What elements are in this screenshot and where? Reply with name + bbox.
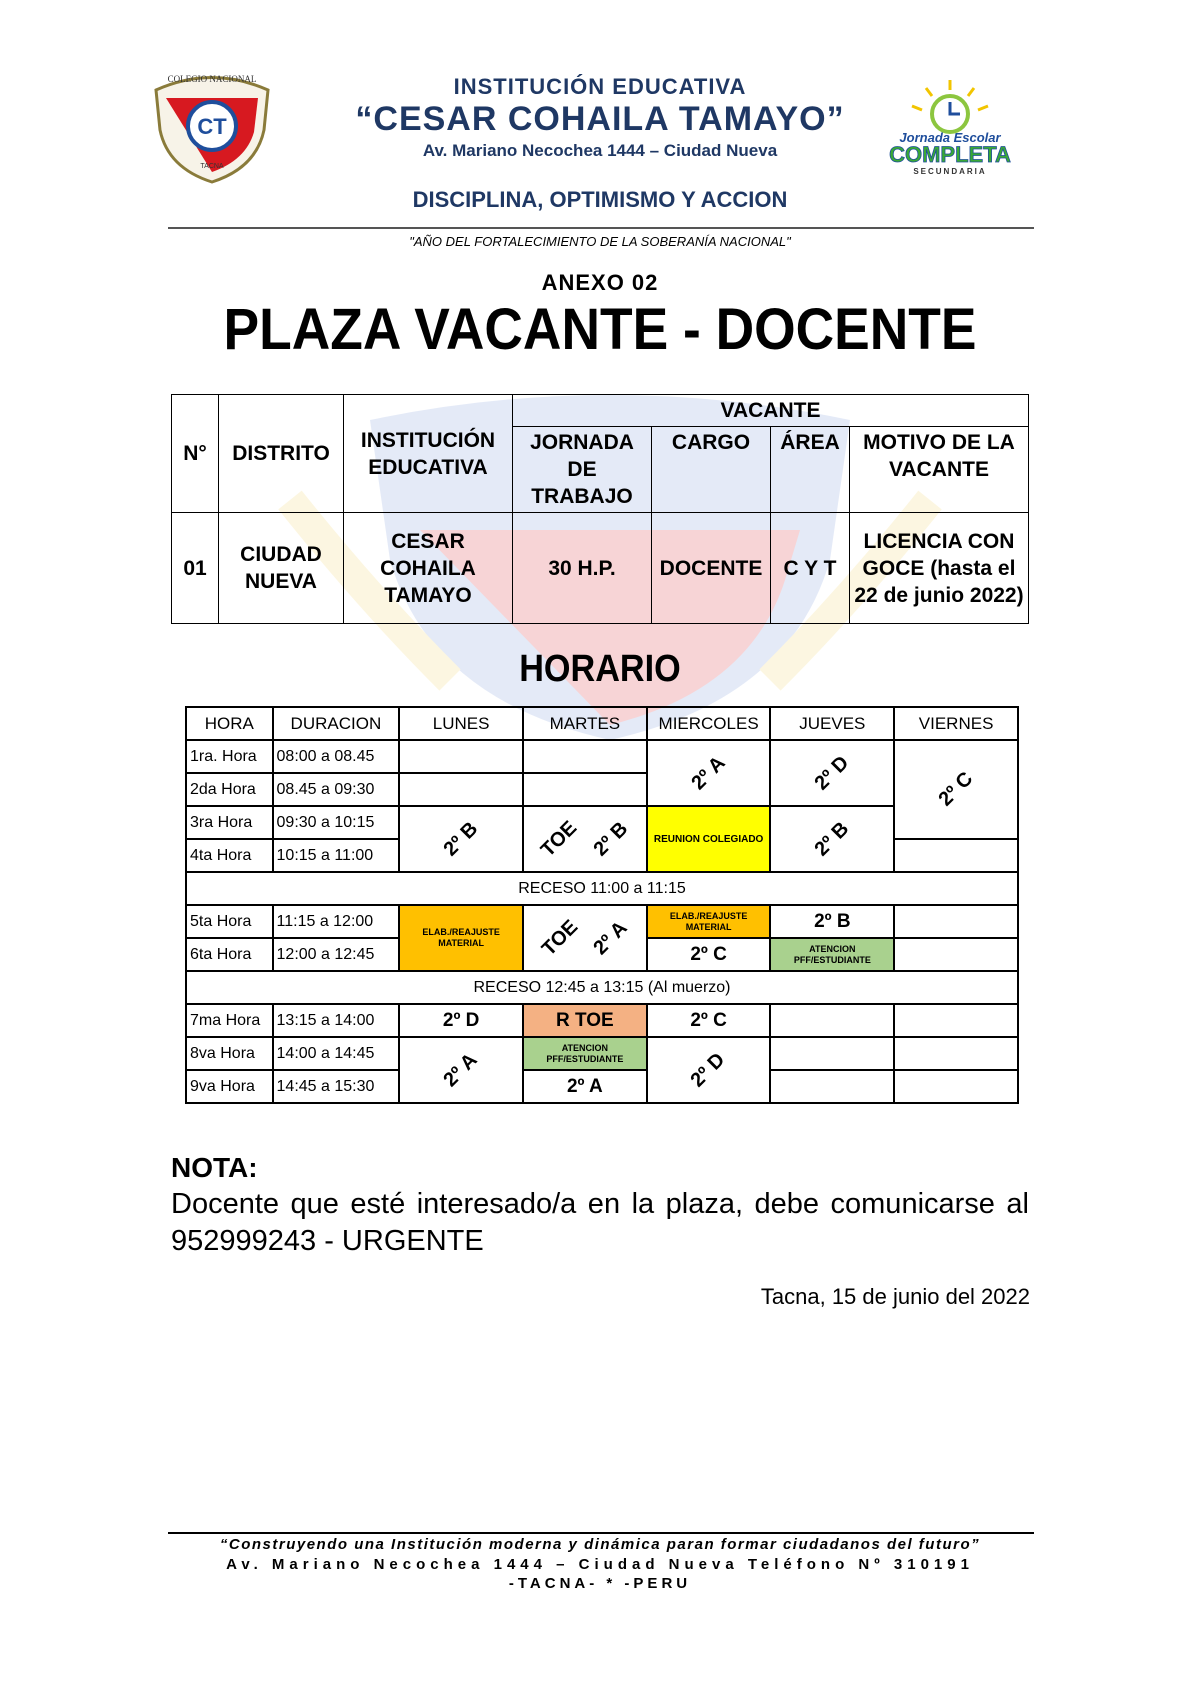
institution-label: INSTITUCIÓN EDUCATIVA: [453, 74, 747, 99]
cell-cargo: DOCENTE: [652, 513, 771, 624]
empty-cell: [894, 1004, 1018, 1037]
sched-header-hora: HORA: [186, 707, 273, 740]
hour-label: 5ta Hora: [186, 905, 273, 938]
col-jornada: JORNADA DE TRABAJO: [513, 427, 652, 513]
hour-duration: 09:30 a 10:15: [273, 806, 400, 839]
empty-cell: [894, 938, 1018, 971]
meeting-cell: REUNION COLEGIADO: [647, 806, 771, 872]
hour-duration: 10:15 a 11:00: [273, 839, 400, 872]
jornada-completa-logo: [876, 76, 1024, 178]
class-label: 2º A: [439, 1048, 482, 1091]
cell-district: CIUDAD NUEVA: [219, 513, 344, 624]
annex-label: ANEXO 02: [541, 270, 659, 295]
table-row: [186, 1004, 1018, 1037]
cell-jornada: 30 H.P.: [513, 513, 652, 624]
hour-duration: 12:00 a 12:45: [273, 938, 400, 971]
class-cell: [894, 740, 1018, 839]
institution-address: Av. Mariano Necochea 1444 – Ciudad Nueva: [422, 141, 778, 160]
empty-cell: [894, 1037, 1018, 1070]
class-cell: [647, 740, 771, 806]
footer-city: -TACNA- * -PERU: [508, 1575, 692, 1592]
class-label: 2º D: [686, 1048, 730, 1092]
class-label: 2º B: [589, 817, 633, 861]
svg-text:COMPLETA: COMPLETA: [889, 142, 1011, 167]
hour-duration: 08:00 a 08.45: [273, 740, 400, 773]
footer-address: Av. Mariano Necochea 1444 – Ciudad Nueva Teléfono Nº 310191: [226, 1556, 974, 1573]
class-label: 2º B: [810, 817, 854, 861]
cell-motivo: LICENCIA CON GOCE (hasta el 22 de junio 2022): [850, 513, 1029, 624]
footer-slogan: “Construyendo una Institución moderna y dinámica paran formar ciudadanos del futuro”: [219, 1536, 981, 1553]
school-crest-logo: [146, 60, 278, 184]
hour-duration: 08.45 a 09:30: [273, 773, 400, 806]
table-row: [186, 806, 1018, 839]
class-cell: R TOE: [523, 1004, 647, 1037]
class-label: 2º A: [687, 751, 730, 794]
hour-label: 7ma Hora: [186, 1004, 273, 1037]
empty-cell: [770, 1037, 894, 1070]
table-row: [186, 905, 1018, 938]
class-cell: 2º C: [647, 1004, 771, 1037]
class-label: 2º B: [439, 817, 483, 861]
class-cell: 2º A: [523, 1070, 647, 1103]
activity-cell: ELAB./REAJUSTE MATERIAL: [399, 905, 523, 971]
class-cell: [770, 740, 894, 806]
class-label: 2º D: [810, 751, 854, 795]
schedule-title: HORARIO: [519, 648, 681, 690]
class-cell: [399, 806, 523, 872]
note-text: Docente que esté interesado/a en la plaza, debe comunicarse al 952999243 - URGENTE: [171, 1188, 1029, 1257]
svg-text:Jornada Escolar: Jornada Escolar: [899, 130, 1001, 145]
sched-header-miercoles: MIERCOLES: [647, 707, 771, 740]
svg-text:TACNA: TACNA: [200, 163, 224, 170]
svg-text:CT: CT: [197, 114, 227, 139]
class-cell: [647, 1037, 771, 1103]
col-area: ÁREA: [771, 427, 850, 513]
activity-cell: ATENCION PFF/ESTUDIANTE: [523, 1037, 647, 1070]
class-cell: 2º D: [399, 1004, 523, 1037]
empty-cell: [894, 839, 1018, 872]
sched-header-jueves: JUEVES: [770, 707, 894, 740]
sched-header-viernes: VIERNES: [894, 707, 1018, 740]
class-cell: [523, 806, 647, 872]
empty-cell: [894, 1070, 1018, 1103]
hour-label: 6ta Hora: [186, 938, 273, 971]
col-vacante: VACANTE: [513, 395, 1029, 427]
institution-name: “CESAR COHAILA TAMAYO”: [355, 100, 845, 138]
class-label: TOE: [537, 816, 582, 861]
vacancy-table: [171, 394, 1029, 624]
svg-text:COLEGIO NACIONAL: COLEGIO NACIONAL: [167, 74, 257, 84]
class-label: TOE: [537, 915, 582, 960]
hour-label: 9va Hora: [186, 1070, 273, 1103]
hour-label: 2da Hora: [186, 773, 273, 806]
sched-header-duracion: DURACION: [273, 707, 400, 740]
table-row: [186, 1037, 1018, 1070]
hour-label: 4ta Hora: [186, 839, 273, 872]
sched-header-martes: MARTES: [523, 707, 647, 740]
sched-header-lunes: LUNES: [399, 707, 523, 740]
col-motivo: MOTIVO DE LA VACANTE: [850, 427, 1029, 513]
schedule-table: [185, 706, 1019, 1104]
class-cell: 2º C: [647, 938, 771, 971]
empty-cell: [894, 905, 1018, 938]
class-cell: [523, 905, 647, 971]
break-row: RECESO 11:00 a 11:15: [186, 872, 1018, 905]
hour-duration: 14:00 a 14:45: [273, 1037, 400, 1070]
year-slogan: "AÑO DEL FORTALECIMIENTO DE LA SOBERANÍA NACIONAL": [409, 234, 791, 249]
activity-cell: ELAB./REAJUSTE MATERIAL: [647, 905, 771, 938]
col-n: N°: [172, 395, 219, 513]
school-motto: DISCIPLINA, OPTIMISMO Y ACCION: [412, 187, 788, 212]
class-label: 2º A: [589, 916, 632, 959]
col-institution: INSTITUCIÓN EDUCATIVA: [344, 395, 513, 513]
activity-cell: ATENCION PFF/ESTUDIANTE: [770, 938, 894, 971]
empty-cell: [523, 740, 647, 773]
hour-label: 3ra Hora: [186, 806, 273, 839]
break-row: RECESO 12:45 a 13:15 (Al muerzo): [186, 971, 1018, 1004]
empty-cell: [399, 740, 523, 773]
empty-cell: [399, 773, 523, 806]
table-row: [186, 971, 1018, 1004]
table-row: [172, 513, 1029, 624]
document-date: Tacna, 15 de junio del 2022: [760, 1284, 1030, 1309]
hour-label: 8va Hora: [186, 1037, 273, 1070]
footer-divider: [168, 1532, 1034, 1534]
class-cell: [770, 806, 894, 872]
col-cargo: CARGO: [652, 427, 771, 513]
hour-duration: 13:15 a 14:00: [273, 1004, 400, 1037]
schedule-header-row: [186, 707, 1018, 740]
cell-area: C Y T: [771, 513, 850, 624]
hour-duration: 11:15 a 12:00: [273, 905, 400, 938]
svg-text:SECUNDARIA: SECUNDARIA: [913, 167, 987, 176]
hour-duration: 14:45 a 15:30: [273, 1070, 400, 1103]
class-cell: 2º B: [770, 905, 894, 938]
header-divider: [168, 227, 1034, 229]
col-district: DISTRITO: [219, 395, 344, 513]
cell-n: 01: [172, 513, 219, 624]
cell-institution: CESAR COHAILA TAMAYO: [344, 513, 513, 624]
table-row: [186, 1070, 1018, 1103]
table-row: [186, 872, 1018, 905]
class-cell: [399, 1037, 523, 1103]
empty-cell: [770, 1004, 894, 1037]
empty-cell: [523, 773, 647, 806]
note-label: NOTA:: [171, 1152, 258, 1183]
class-label: 2º C: [934, 767, 978, 811]
table-row: [186, 740, 1018, 773]
page-title: PLAZA VACANTE - DOCENTE: [223, 297, 977, 362]
empty-cell: [770, 1070, 894, 1103]
hour-label: 1ra. Hora: [186, 740, 273, 773]
